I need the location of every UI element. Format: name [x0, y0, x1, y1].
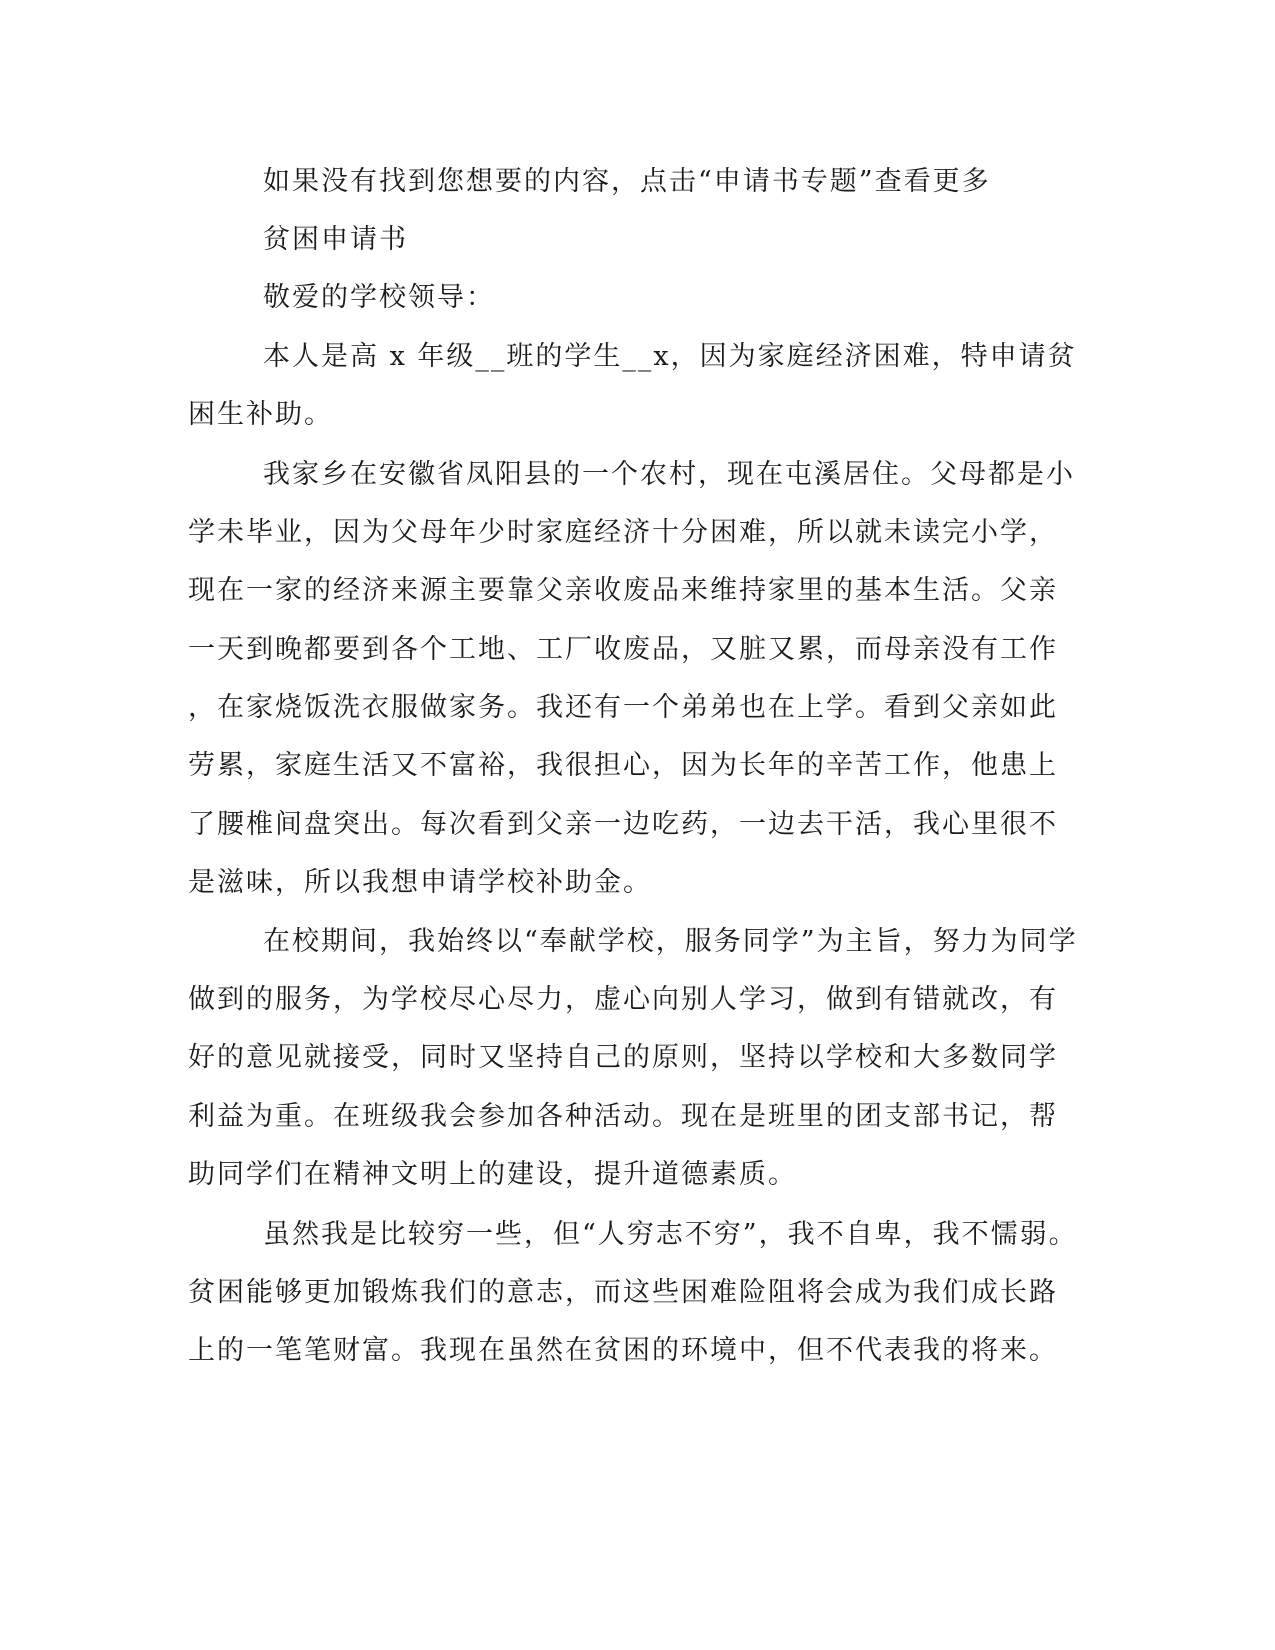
paragraph-line: 贫困能够更加锻炼我们的意志，而这些困难险阻将会成为我们成长路 — [188, 1277, 1058, 1308]
paragraph-line: 好的意见就接受，同时又坚持自己的原则，坚持以学校和大多数同学 — [188, 1042, 1058, 1073]
paragraph-line: 是滋味，所以我想申请学校补助金。 — [188, 867, 652, 898]
topic-link-hint: 如果没有找到您想要的内容，点击“申请书专题”查看更多 — [263, 166, 991, 197]
paragraph-line: 做到的服务，为学校尽心尽力，虚心向别人学习，做到有错就改，有 — [188, 984, 1058, 1015]
paragraph-line: ，在家烧饭洗衣服做家务。我还有一个弟弟也在上学。看到父亲如此 — [188, 692, 1058, 723]
salutation: 敬爱的学校领导： — [263, 282, 495, 313]
paragraph-line: 一天到晚都要到各个工地、工厂收废品，又脏又累，而母亲没有工作 — [188, 634, 1058, 665]
paragraph-line: 利益为重。在班级我会参加各种活动。现在是班里的团支部书记，帮 — [188, 1101, 1058, 1132]
paragraph-line: 本人是高 x 年级__班的学生__x，因为家庭经济困难，特申请贫 — [263, 341, 1077, 372]
paragraph-line: 现在一家的经济来源主要靠父亲收废品来维持家里的基本生活。父亲 — [188, 575, 1058, 606]
paragraph-line: 虽然我是比较穷一些，但“人穷志不穷”，我不自卑，我不懦弱。 — [263, 1219, 1078, 1250]
paragraph-line: 困生补助。 — [188, 399, 333, 430]
document-title: 贫困申请书 — [263, 224, 408, 255]
paragraph-line: 在校期间，我始终以“奉献学校，服务同学”为主旨，努力为同学 — [263, 926, 1078, 957]
paragraph-line: 我家乡在安徽省凤阳县的一个农村，现在屯溪居住。父母都是小 — [263, 459, 1075, 490]
paragraph-line: 助同学们在精神文明上的建设，提升道德素质。 — [188, 1159, 797, 1190]
paragraph-line: 上的一笔笔财富。我现在虽然在贫困的环境中，但不代表我的将来。 — [188, 1335, 1058, 1366]
paragraph-line: 劳累，家庭生活又不富裕，我很担心，因为长年的辛苦工作，他患上 — [188, 750, 1058, 781]
paragraph-line: 了腰椎间盘突出。每次看到父亲一边吃药，一边去干活，我心里很不 — [188, 809, 1058, 840]
paragraph-line: 学未毕业，因为父母年少时家庭经济十分困难，所以就未读完小学， — [188, 517, 1058, 548]
